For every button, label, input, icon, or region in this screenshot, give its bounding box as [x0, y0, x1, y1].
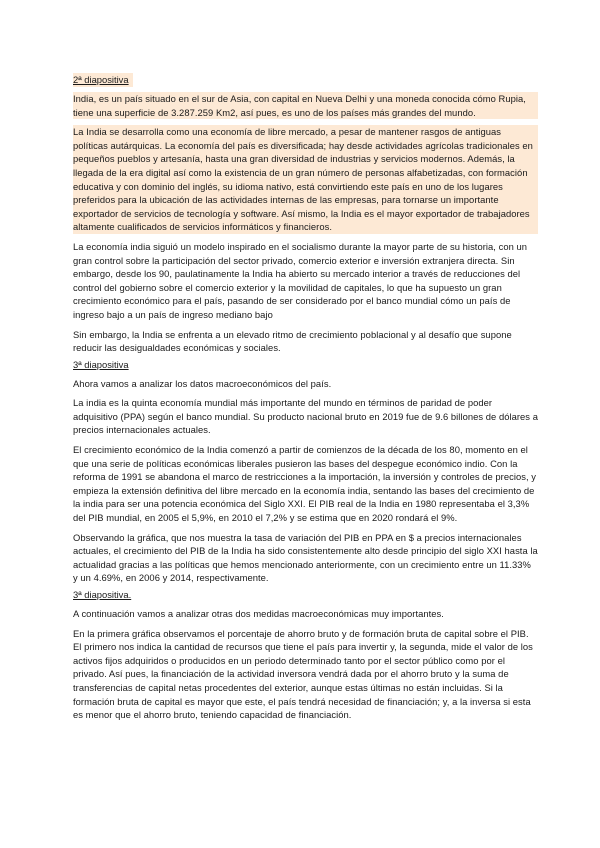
paragraph-socialist-model: La economía india siguió un modelo inspirado en el socialismo durante la mayor parte de su historia, con un gran control sobre la participación del sector privado, comercio exterior e inversión extranjera directa. Sin embargo, desde los 90, paulatinamente la India ha abierto su mercado interior a través de reducciones del control del gobierno sobre el comercio exterior y la movilidad de capitales, lo que ha supuesto un gran crecimiento económico para el país, pasando de ser considerado por el banco mundial cómo un país de ingreso bajo a un país de ingreso mediano bajo: [73, 240, 528, 320]
paragraph-population-challenge: Sin embargo, la India se enfrenta a un elevado ritmo de crecimiento poblacional y al desafío que supone reducir las desigualdades económicas y sociales.: [73, 328, 512, 354]
paragraph-macro-intro: Ahora vamos a analizar los datos macroeconómicos del país.: [73, 377, 332, 389]
paragraph-savings-capital: En la primera gráfica observamos el porcentaje de ahorro bruto y de formación bruta de capital sobre el PIB. El primero nos indica la cantidad de recursos que tiene el país para invertir y, la segunda, mide el valor de los activos fijos adquiridos o producidos en un periodo determinado tanto por el sector público como por el privado. Así pues, la financiación de la actividad inversora vendrá dada por el ahorro bruto y la suma de transferencias de capital netas procedentes del exterior, aunque estas últimas no están incluidas. Si la formación bruta de capital es mayor que este, el país tendrá necesidad de financiación; y, a la inversa si esta es menor que el ahorro bruto, teniendo capacidad de financiación.: [73, 627, 533, 721]
section-heading-3: 3ª diapositiva: [73, 358, 129, 370]
paragraph-free-market: La India se desarrolla como una economía de libre mercado, a pesar de mantener rasgos de antiguas políticas autárquicas. La economía del país es diversificada; hay desde actividades agrícolas tradicionales en pequeños pueblos y artesanía, hasta una gran diversidad de industrias y servicios modernos. Además, la llegada de la era digital así como la existencia de un gran número de personas alfabetizadas, con formación educativa y con dominio del inglés, su idioma nativo, está convirtiendo este país en uno de los lugares preferidos para la ubicación de las actividades internas de las empresas, para tornarse un importante exportador de servicios de tecnología y software. Así mismo, la India es el mayor exportador de trabajadores altamente cualificados de servicios informáticos y financieros.: [73, 125, 538, 234]
paragraph-two-measures: A continuación vamos a analizar otras dos medidas macroeconómicas muy importantes.: [73, 608, 444, 619]
paragraph-gdp-chart: Observando la gráfica, que nos muestra la tasa de variación del PIB en PPA en $ a precios internacionales actuales, el crecimiento del PIB de la India ha sido consistentemente alto desde principio del siglo XXI hasta la actualidad gracias a las políticas que hemos mencionado anteriormente, con un crecimiento entre un 11.33% y un 4.69%, en 2006 y 2014, respectivamente.: [73, 531, 538, 584]
section-heading-4: 3ª diapositiva.: [73, 589, 132, 600]
paragraph-india-intro: India, es un país situado en el sur de Asia, con capital en Nueva Delhi y una moneda conocida cómo Rupia, tiene una superficie de 3.287.259 Km2, así pues, es uno de los países más grandes del mundo.: [73, 92, 538, 119]
paragraph-fifth-economy: La india es la quinta economía mundial más importante del mundo en términos de paridad de poder adquisitivo (PPA) según el banco mundial. Su producto nacional bruto en 2019 fue de 9.6 billones de dólares a precios internacionales actuales.: [73, 397, 538, 436]
section-heading-2: 2ª diapositiva: [73, 73, 133, 87]
paragraph-growth-history: El crecimiento económico de la India comenzó a partir de comienzos de la década de los 80, momento en el que una serie de políticas económicas liberales pusieron las bases del despegue económico indio. Con la reforma de 1991 se abandona el marco de restricciones a la importación, la inversión y controles de precios, y empieza la extensión definitiva del libre mercado en la economía india, sentando las bases del crecimiento de la india para ser una potencia económica del Siglo XXI. El PIB real de la India en 1980 representaba el 3,3% del PIB mundial, en 2005 el 5,9%, en 2010 el 7,2% y se estima que en 2020 rondará el 9%.: [73, 444, 537, 524]
